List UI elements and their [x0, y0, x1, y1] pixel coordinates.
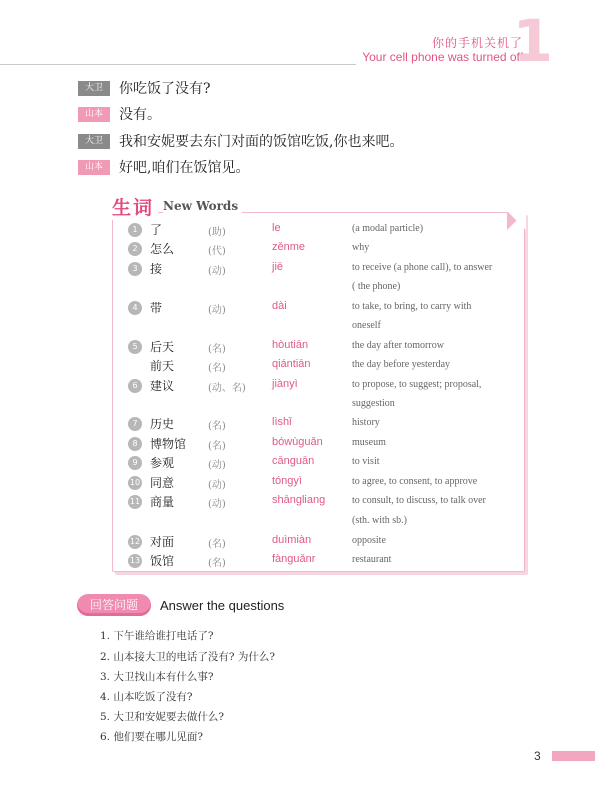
vocab-pinyin: cānguān	[272, 455, 315, 467]
speaker-tag: 大卫	[78, 134, 110, 149]
vocab-definition: opposite	[352, 535, 386, 546]
dialogue-line	[78, 104, 161, 124]
vocab-number: 12	[128, 535, 142, 549]
vocab-definition: suggestion	[352, 398, 395, 409]
speaker-tag: 大卫	[78, 81, 110, 96]
vocab-definition: to propose, to suggest; proposal,	[352, 379, 482, 390]
dialogue-text: 没有。	[119, 107, 161, 123]
vocab-part-of-speech: (动)	[208, 305, 226, 316]
vocab-row	[128, 493, 520, 511]
vocab-number: 5	[128, 340, 142, 354]
vocab-number: 3	[128, 262, 142, 276]
vocab-definition: to consult, to discuss, to talk over	[352, 495, 486, 506]
vocab-pinyin: bówùguǎn	[272, 436, 323, 448]
question-item: 3. 大卫找山本有什么事?	[100, 671, 214, 683]
question-item: 6. 他们要在哪儿见面?	[100, 731, 203, 743]
vocab-part-of-speech: (动)	[208, 499, 226, 510]
vocab-word: 了	[150, 223, 163, 237]
vocab-definition: (a modal particle)	[352, 223, 424, 234]
vocab-pinyin: duìmiàn	[272, 534, 312, 546]
questions-badge: 回答问题	[77, 594, 151, 616]
vocabulary-heading-en: New Words	[163, 199, 242, 213]
vocab-definition: to agree, to consent, to approve	[352, 476, 478, 487]
vocab-word: 博物馆	[150, 437, 187, 451]
vocab-number: 13	[128, 554, 142, 568]
vocab-word: 怎么	[150, 242, 175, 256]
vocab-word: 对面	[150, 535, 175, 549]
vocab-definition: why	[352, 242, 370, 253]
vocab-number: 1	[128, 223, 142, 237]
speaker-tag: 山本	[78, 107, 110, 122]
vocab-number: 10	[128, 476, 142, 490]
dialogue-text: 好吧,咱们在饭馆见。	[119, 160, 250, 176]
vocab-definition: museum	[352, 437, 386, 448]
vocab-part-of-speech: (动)	[208, 480, 226, 491]
speaker-tag: 山本	[78, 160, 110, 175]
vocab-number: 4	[128, 301, 142, 315]
vocab-word: 前天	[150, 359, 175, 373]
vocab-definition: restaurant	[352, 554, 392, 565]
dialogue-line	[78, 131, 403, 151]
vocab-part-of-speech: (名)	[208, 539, 226, 550]
vocab-row	[128, 299, 520, 317]
dialogue-text: 我和安妮要去东门对面的饭馆吃饭,你也来吧。	[119, 134, 404, 150]
vocab-pinyin: dài	[272, 300, 287, 312]
question-item: 4. 山本吃饭了没有?	[100, 691, 193, 703]
dialogue-line	[78, 157, 249, 177]
vocab-part-of-speech: (名)	[208, 344, 226, 355]
vocab-definition: the day after tomorrow	[352, 340, 444, 351]
vocab-pinyin: tóngyì	[272, 475, 302, 487]
vocab-row	[128, 279, 520, 297]
vocab-row	[128, 435, 520, 453]
vocab-word: 带	[150, 301, 163, 315]
vocab-part-of-speech: (助)	[208, 227, 226, 238]
vocab-row	[128, 454, 520, 472]
vocab-part-of-speech: (动、名)	[208, 383, 246, 394]
dialogue-text: 你吃饭了没有?	[119, 81, 211, 97]
question-item: 2. 山本接大卫的电话了没有? 为什么?	[100, 651, 275, 663]
vocab-pinyin: fànguǎnr	[272, 553, 316, 565]
vocab-word: 同意	[150, 476, 175, 490]
vocab-word: 建议	[150, 379, 175, 393]
vocab-definition: oneself	[352, 320, 381, 331]
vocab-part-of-speech: (名)	[208, 441, 226, 452]
vocab-word: 历史	[150, 417, 175, 431]
vocab-number: 7	[128, 417, 142, 431]
vocab-word: 接	[150, 262, 163, 276]
vocab-definition: history	[352, 417, 380, 428]
page-number-bar	[552, 751, 595, 761]
page-number: 3	[534, 749, 541, 763]
vocab-pinyin: jiànyì	[272, 378, 298, 390]
vocab-row	[128, 474, 520, 492]
vocab-part-of-speech: (动)	[208, 460, 226, 471]
vocab-definition: ( the phone)	[352, 281, 401, 292]
vocab-definition: the day before yesterday	[352, 359, 451, 370]
vocab-definition: to receive (a phone call), to answer	[352, 262, 493, 273]
vocab-part-of-speech: (动)	[208, 266, 226, 277]
vocab-row	[128, 338, 520, 356]
dialogue-line	[78, 78, 211, 98]
lesson-title-cn: 你的手机关机了	[431, 36, 523, 50]
vocab-row	[128, 221, 520, 239]
vocab-number: 11	[128, 495, 142, 509]
vocabulary-heading-cn: 生词	[112, 193, 158, 220]
vocab-pinyin: jiē	[272, 261, 284, 273]
vocab-word: 参观	[150, 456, 175, 470]
vocab-part-of-speech: (名)	[208, 421, 226, 432]
vocab-row	[128, 318, 520, 336]
vocab-part-of-speech: (名)	[208, 558, 226, 569]
vocab-definition: (sth. with sb.)	[352, 515, 407, 526]
vocab-row	[128, 533, 520, 551]
vocab-number: 6	[128, 379, 142, 393]
vocab-word: 商量	[150, 495, 175, 509]
vocab-pinyin: qiántiān	[272, 358, 311, 370]
vocab-definition: to visit	[352, 456, 380, 467]
vocab-word: 后天	[150, 340, 175, 354]
vocab-row	[128, 513, 520, 531]
question-item: 1. 下午谁给谁打电话了?	[100, 630, 214, 642]
vocab-number: 2	[128, 242, 142, 256]
questions-title: Answer the questions	[160, 598, 285, 613]
lesson-title-en: Your cell phone was turned off	[362, 50, 523, 64]
vocab-word: 饭馆	[150, 554, 175, 568]
vocab-definition: to take, to bring, to carry with	[352, 301, 472, 312]
vocab-number: 9	[128, 456, 142, 470]
vocab-pinyin: zěnme	[272, 241, 306, 253]
vocab-pinyin: lìshǐ	[272, 416, 292, 428]
vocab-row	[128, 240, 520, 258]
vocab-row	[128, 377, 520, 395]
vocab-row	[128, 415, 520, 433]
vocab-pinyin: hòutiān	[272, 339, 309, 351]
question-item: 5. 大卫和安妮要去做什么?	[100, 711, 224, 723]
header-divider	[0, 64, 356, 65]
vocab-row	[128, 260, 520, 278]
vocab-pinyin: le	[272, 222, 281, 234]
vocab-part-of-speech: (名)	[208, 363, 226, 374]
vocab-row	[128, 396, 520, 414]
vocab-pinyin: shāngliang	[272, 494, 326, 506]
vocab-row	[128, 357, 520, 375]
vocab-number: 8	[128, 437, 142, 451]
vocab-row	[128, 552, 520, 570]
vocab-part-of-speech: (代)	[208, 246, 226, 257]
lesson-number: 1	[512, 7, 553, 75]
